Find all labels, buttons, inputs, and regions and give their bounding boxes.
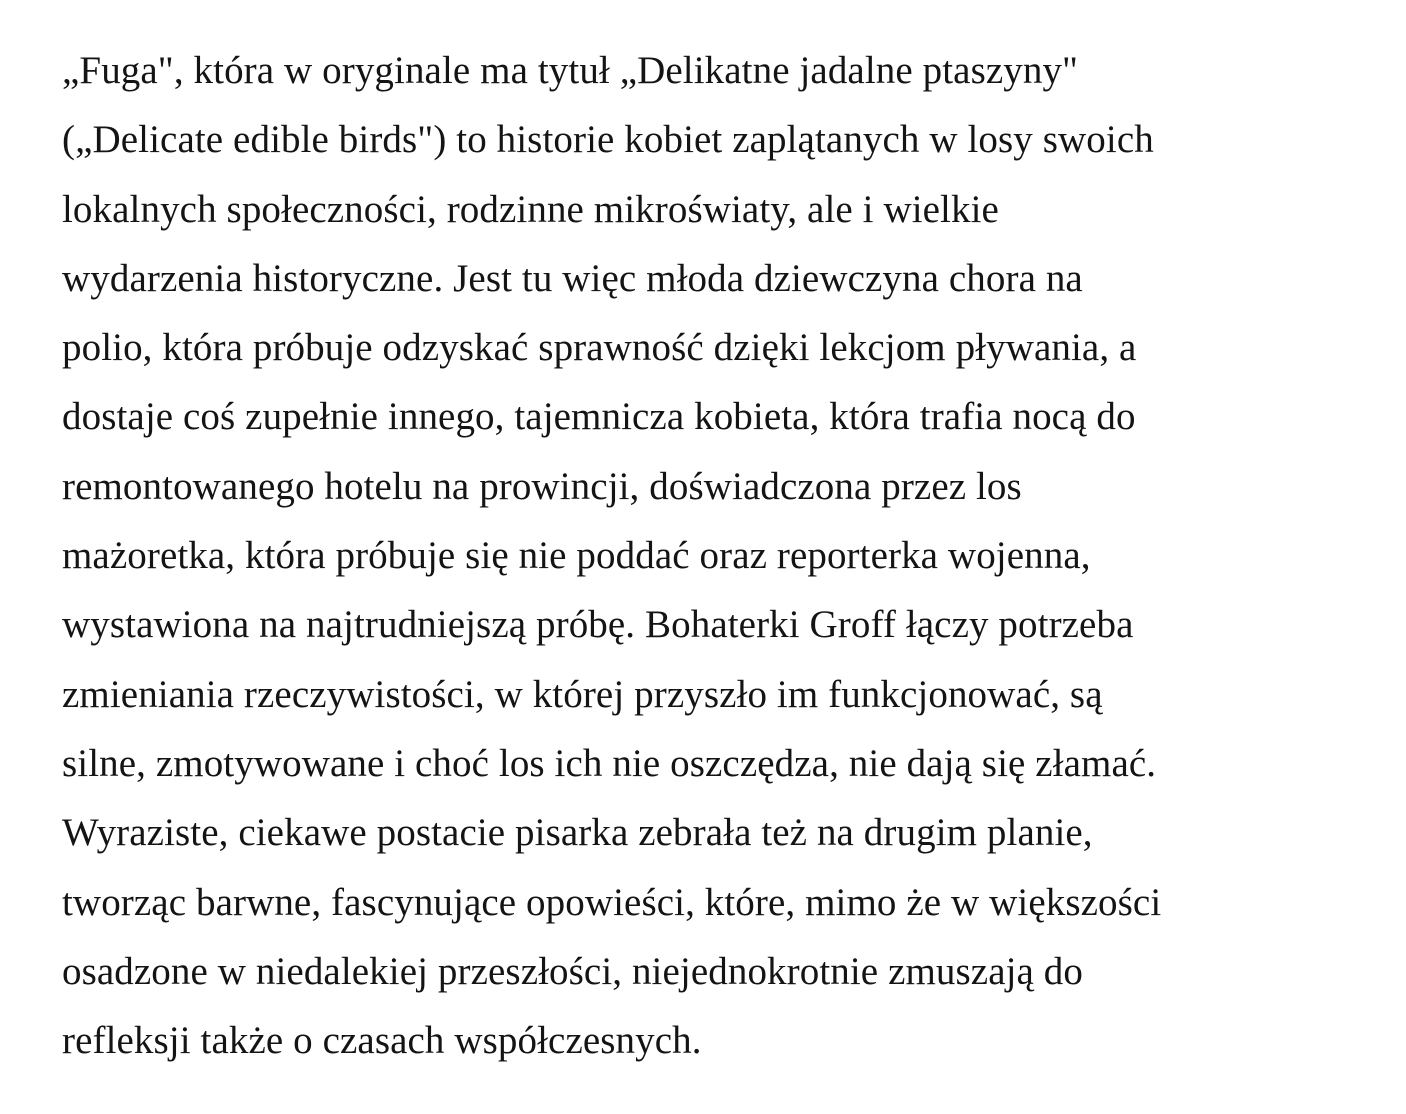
- paragraph-line: wydarzenia historyczne. Jest tu więc młoda dziewczyna chora na: [62, 256, 1083, 300]
- paragraph-line: lokalnych społeczności, rodzinne mikroświaty, ale i wielkie: [62, 187, 999, 231]
- paragraph-line: zmieniania rzeczywistości, w której przyszło im funkcjonować, są: [62, 672, 1103, 716]
- paragraph-line: polio, która próbuje odzyskać sprawność dzięki lekcjom pływania, a: [62, 326, 1137, 370]
- paragraph-line: „Fuga", która w oryginale ma tytuł „Delikatne jadalne ptaszyny": [62, 49, 1079, 92]
- paragraph-line: refleksji także o czasach współczesnych.: [62, 1019, 702, 1063]
- paragraph-line: („Delicate edible birds") to historie kobiet zaplątanych w losy swoich: [62, 118, 1154, 162]
- paragraph-line: remontowanego hotelu na prowincji, doświadczona przez los: [62, 464, 1022, 508]
- paragraph-line: silne, zmotywowane i choć los ich nie oszczędza, nie dają się złamać.: [62, 741, 1157, 785]
- paragraph-line: dostaje coś zupełnie innego, tajemnicza kobieta, która trafia nocą do: [62, 395, 1136, 439]
- paragraph-line: osadzone w niedalekiej przeszłości, niejednokrotnie zmuszają do: [62, 949, 1084, 993]
- paragraph-line: mażoretka, która próbuje się nie poddać oraz reporterka wojenna,: [62, 534, 1091, 578]
- paragraph-line: Wyraziste, ciekawe postacie pisarka zebrała też na drugim planie,: [62, 811, 1093, 855]
- paragraph-line: wystawiona na najtrudniejszą próbę. Bohaterki Groff łączy potrzeba: [62, 603, 1134, 647]
- paragraph-line: tworząc barwne, fascynujące opowieści, które, mimo że w większości: [62, 880, 1162, 924]
- article-paragraph: [62, 36, 1362, 1096]
